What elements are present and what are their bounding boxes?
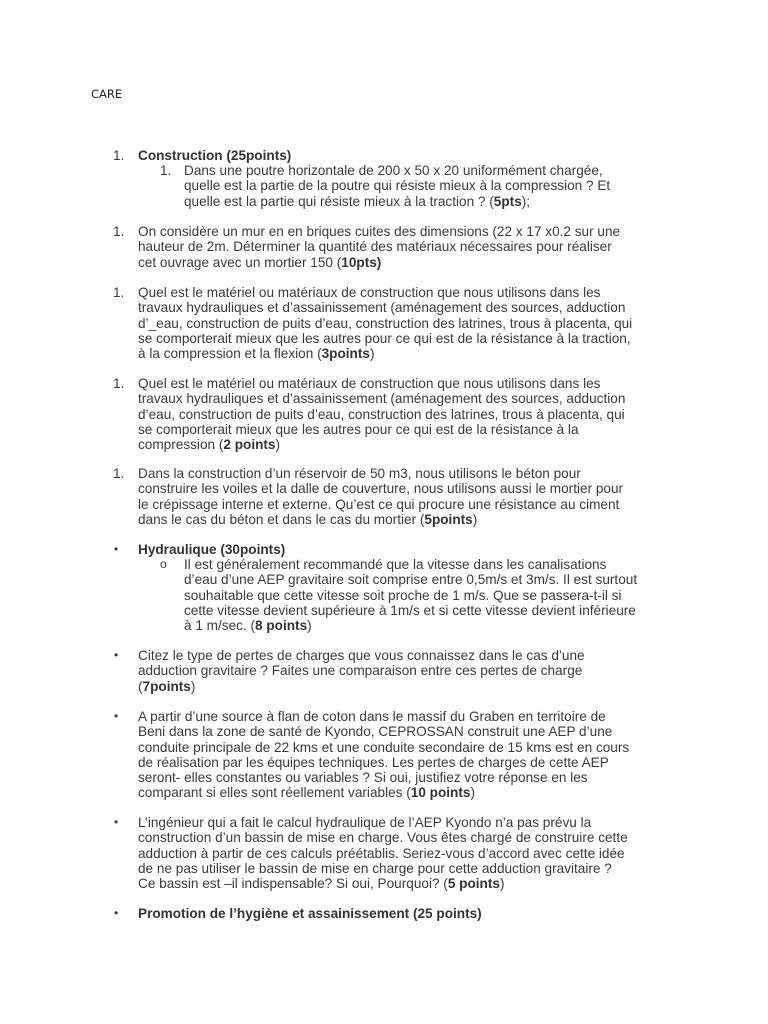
text-tail: )	[275, 437, 281, 453]
list-marker: 1.	[113, 376, 125, 391]
text-line: à 1 m/sec. (	[184, 618, 256, 634]
text-line: compression (	[138, 437, 224, 453]
text-line: adduction à partir de ces calculs préétablis. Seriez-vous d’accord avec cette idée	[138, 845, 625, 861]
text-line: le crépissage interne et externe. Qu’est ce qui procure une résistance au ciment	[138, 496, 620, 512]
text-line: A partir d’une source à flan de coton dans le massif du Graben en territoire de	[138, 709, 606, 724]
text-tail: )	[472, 511, 478, 527]
points-label: 10pts)	[341, 254, 382, 270]
text-line: On considère un mur en en briques cuites des dimensions (22 x 17 x0.2 sur une	[138, 224, 621, 239]
text-line: travaux hydrauliques et d’assainissement (aménagement des sources, adduction	[138, 391, 626, 407]
section-title-text: Promotion de l’hygiène et assainissement (25 points)	[138, 906, 482, 921]
points-label: 10 points	[410, 785, 471, 801]
section-title-text: Hydraulique (30points)	[138, 542, 286, 557]
question-text	[138, 815, 683, 891]
list-bullet: •	[114, 709, 119, 723]
section-title	[138, 906, 683, 921]
text-tail: )	[470, 785, 475, 801]
text-line: d’eau, construction de puits d’eau, construction des latrines, trous à placenta, qui	[138, 406, 625, 422]
text-line: de ne pas utiliser le bassin de mise en charge pour cette adduction gravitaire ?	[138, 860, 612, 876]
text-line: comparant si elles sont réellement variables (	[138, 785, 411, 801]
text-tail: )	[499, 876, 505, 892]
text-line: Citez le type de pertes de charges que vous connaissez dans le cas d’une	[138, 648, 585, 663]
text-line: Quel est le matériel ou matériaux de construction que nous utilisons dans les	[138, 376, 601, 391]
section-title-text: Construction (25points)	[138, 148, 292, 163]
text-line: cet ouvrage avec un mortier 150 (	[138, 254, 342, 270]
text-line: conduite principale de 22 kms et une conduite secondaire de 15 kms est en cours	[138, 739, 630, 755]
list-bullet: •	[114, 648, 119, 662]
text-tail: )	[307, 618, 312, 634]
text-line: Dans une poutre horizontale de 200 x 50 x 20 uniformément chargée,	[184, 163, 603, 178]
text-line: adduction gravitaire ? Faites une comparaison entre ces pertes de charge	[138, 663, 583, 679]
list-marker: 1.	[113, 224, 125, 239]
text-line: Dans la construction d’un réservoir de 50 m3, nous utilisons le béton pour	[138, 466, 581, 481]
text-line: d’_eau, construction de puits d’eau, construction des latrines, trous à placenta, qui	[138, 315, 633, 331]
points-label: 2 points	[223, 437, 276, 453]
question-text	[184, 557, 679, 633]
text-line: (	[138, 678, 143, 694]
section-title	[138, 542, 683, 557]
text-line: dans le cas du béton et dans le cas du mortier (	[138, 511, 425, 527]
text-line: se comporterait mieux que les autres pour ce qui est de la résistance à la	[138, 421, 579, 437]
points-label: 7points	[142, 678, 191, 694]
text-tail: )	[190, 678, 196, 694]
text-line: cette vitesse devient supérieure à 1m/s et si cette vitesse devient inférieure	[184, 602, 636, 618]
text-line: à la compression et la flexion (	[138, 346, 322, 362]
points-label: 5pts	[493, 193, 522, 209]
question-text	[138, 709, 683, 801]
text-tail: )	[369, 346, 375, 362]
text-tail: );	[521, 193, 531, 209]
list-bullet: •	[114, 906, 119, 920]
text-line: quelle est la partie de la poutre qui résiste mieux à la compression ? Et	[184, 178, 611, 194]
text-line: Quel est le matériel ou matériaux de construction que nous utilisons dans les	[138, 285, 601, 300]
list-marker: 1.	[113, 466, 125, 481]
text-line: hauteur de 2m. Déterminer la quantité des matériaux nécessaires pour réaliser	[138, 239, 612, 255]
text-line: Il est généralement recommandé que la vitesse dans les canalisations	[184, 557, 607, 572]
sub-list-marker: 1.	[160, 163, 172, 178]
text-line: construire les voiles et la dalle de couverture, nous utilisons aussi le mortier pour	[138, 481, 624, 497]
text-line: se comporterait mieux que les autres pour ce qui est de la résistance à la traction,	[138, 330, 631, 346]
text-line: Ce bassin est –il indispensable? Si oui, Pourquoi? (	[138, 876, 448, 892]
sub-list-marker: o	[160, 557, 167, 571]
points-label: 5points	[424, 511, 473, 527]
question-text	[138, 376, 683, 452]
text-line: construction d’un bassin de mise en charge. Vous êtes chargé de construire cette	[138, 830, 628, 846]
points-label: 3points	[321, 346, 370, 362]
question-text	[138, 285, 683, 361]
text-line: de réalisation par les équipes techniques. Les pertes de charges de cette AEP	[138, 754, 609, 770]
document-header: CARE	[91, 87, 123, 101]
section-title	[138, 148, 683, 163]
question-text	[138, 648, 683, 694]
points-label: 8 points	[255, 618, 308, 634]
question-text	[184, 163, 679, 209]
text-line: seront- elles constantes ou variables ? Si oui, justifiez votre réponse en les	[138, 770, 588, 786]
list-bullet: •	[114, 542, 119, 556]
points-label: 5 points	[447, 876, 500, 892]
list-marker: 1.	[113, 148, 125, 163]
text-line: quelle est la partie qui résiste mieux à la traction ? (	[184, 193, 494, 209]
text-line: souhaitable que cette vitesse soit proche de 1 m/s. Que se passera-t-il si	[184, 587, 622, 603]
text-line: d’eau d’une AEP gravitaire soit comprise entre 0,5m/s et 3m/s. Il est surtout	[184, 572, 638, 588]
list-marker: 1.	[113, 285, 125, 300]
text-line: travaux hydrauliques et d’assainissement (aménagement des sources, adduction	[138, 300, 626, 316]
text-line: Beni dans la zone de santé de Kyondo, CEPROSSAN construit une AEP d’une	[138, 724, 613, 740]
text-line: L’ingénieur qui a fait le calcul hydraulique de l’AEP Kyondo n’a pas prévu la	[138, 815, 592, 830]
list-bullet: •	[114, 815, 119, 829]
question-text	[138, 466, 683, 527]
question-text	[138, 224, 683, 270]
